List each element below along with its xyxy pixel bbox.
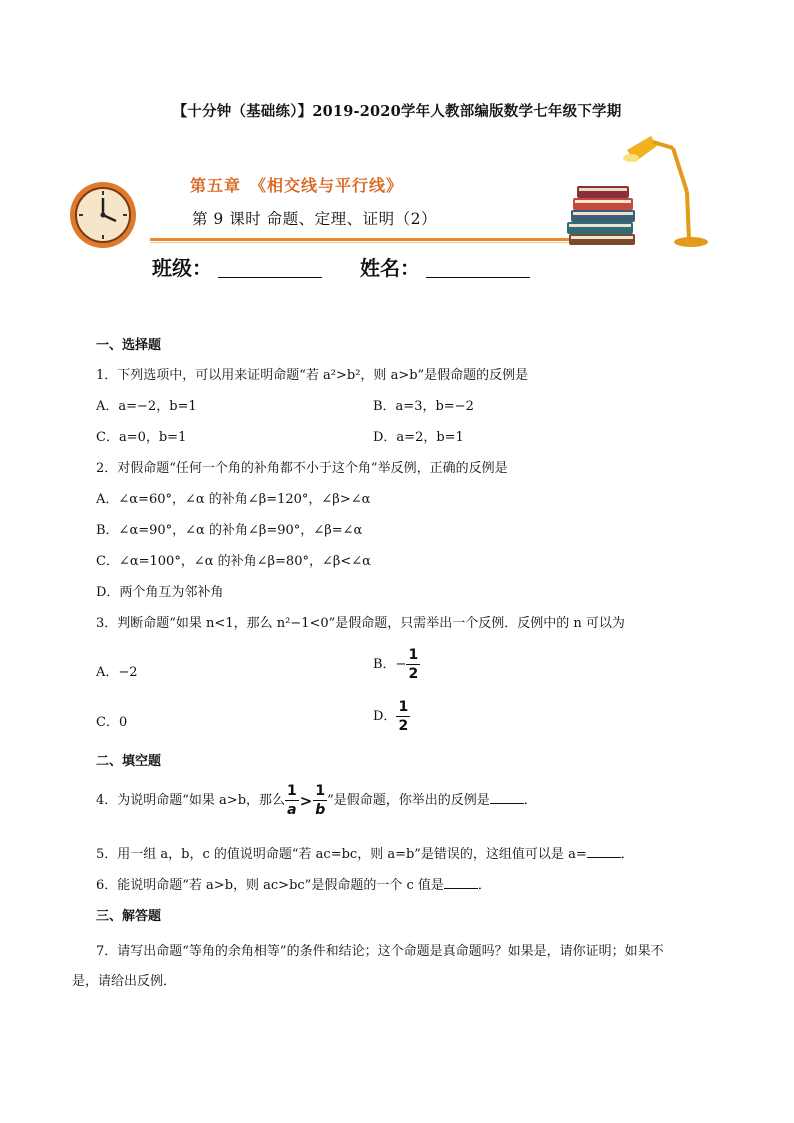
q1-option-d: D．a=2，b=1 [373,430,464,445]
q3-option-a: A．−2 [96,665,138,680]
q3-option-d [373,700,410,733]
q6-answer-blank[interactable] [444,876,478,889]
q7-line-1: 7．请写出命题“等角的余角相等”的条件和结论；这个命题是真命题吗？如果是，请你证明；如果不 [96,944,664,959]
q4-prefix: 4．为说明命题“如果 a>b，那么 [96,793,286,808]
q5 [96,843,634,862]
books-lamp-icon [565,128,715,250]
q3-option-b [373,648,420,681]
fraction-denominator: a [287,802,297,818]
q5-end: ． [620,847,634,862]
q5-text: 5．用一组 a，b，c 的值说明命题“若 ac=bc，则 a=b”是错误的，这组值可以是 a= [96,847,587,862]
fraction-numerator: 1 [287,783,297,799]
fraction-numerator: 1 [408,647,419,663]
q3-d-prefix: D． [373,709,397,724]
q2-option-a: A．∠α=60°，∠α 的补角∠β=120°，∠β>∠α [96,492,371,507]
q1-option-c: C．a=0，b=1 [96,430,187,445]
q2-stem: 2．对假命题“任何一个角的补角都不小于这个角”举反例，正确的反例是 [96,461,508,476]
fraction [285,784,299,817]
student-info-bar [152,252,530,281]
q5-answer-blank[interactable] [587,845,621,858]
fraction [396,700,410,733]
class-label: 班级： [152,256,212,280]
q3-stem: 3．判断命题“如果 n<1，那么 n²−1<0”是假命题，只需举出一个反例．反例中的 n 可以为 [96,616,625,631]
clock-icon [68,180,138,250]
q6-text: 6．能说明命题“若 a>b，则 ac>bc”是假命题的一个 c 值是 [96,878,444,893]
q6-end: ． [477,878,491,893]
fraction-denominator: 2 [398,718,409,734]
fraction-denominator: b [315,802,326,818]
section-heading-answer: 三、解答题 [96,909,162,924]
section-heading-fill: 二、填空题 [96,754,162,769]
q4-suffix: ”是假命题，你举出的反例是 [327,793,490,808]
q2-option-b: B．∠α=90°，∠α 的补角∠β=90°，∠β=∠α [96,523,363,538]
q1-option-a: A．a=−2，b=1 [96,399,197,414]
name-label: 姓名： [360,256,420,280]
q7-line-2: 是，请给出反例． [72,974,177,989]
q6 [96,874,491,893]
fraction-numerator: 1 [315,783,326,799]
fraction-denominator: 2 [408,666,419,682]
q4 [96,784,537,817]
q1-option-b: B．a=3，b=−2 [373,399,474,414]
chapter-title: 第五章 《相交线与平行线》 [190,176,404,195]
class-blank[interactable] [218,259,322,278]
q1-stem: 1．下列选项中，可以用来证明命题“若 a²>b²，则 a>b”是假命题的反例是 [96,368,529,383]
header-divider-thin [150,242,625,243]
fraction [313,784,327,817]
header-divider [150,238,625,241]
greater-than-sign: > [299,791,313,810]
q4-answer-blank[interactable] [490,791,524,804]
q3-option-c: C．0 [96,715,128,730]
lesson-title: 第 9 课时 命题、定理、证明（2） [192,210,438,228]
q3-b-prefix: B．− [373,657,407,672]
name-blank[interactable] [426,259,530,278]
fraction-numerator: 1 [398,699,409,715]
document-title: 【十分钟（基础练）】2019-2020学年人教部编版数学七年级下学期 [172,103,622,120]
q2-option-c: C．∠α=100°，∠α 的补角∠β=80°，∠β<∠α [96,554,371,569]
fraction [406,648,420,681]
section-heading-choice: 一、选择题 [96,338,162,353]
q4-end: ． [523,793,537,808]
q2-option-d: D．两个角互为邻补角 [96,585,224,600]
